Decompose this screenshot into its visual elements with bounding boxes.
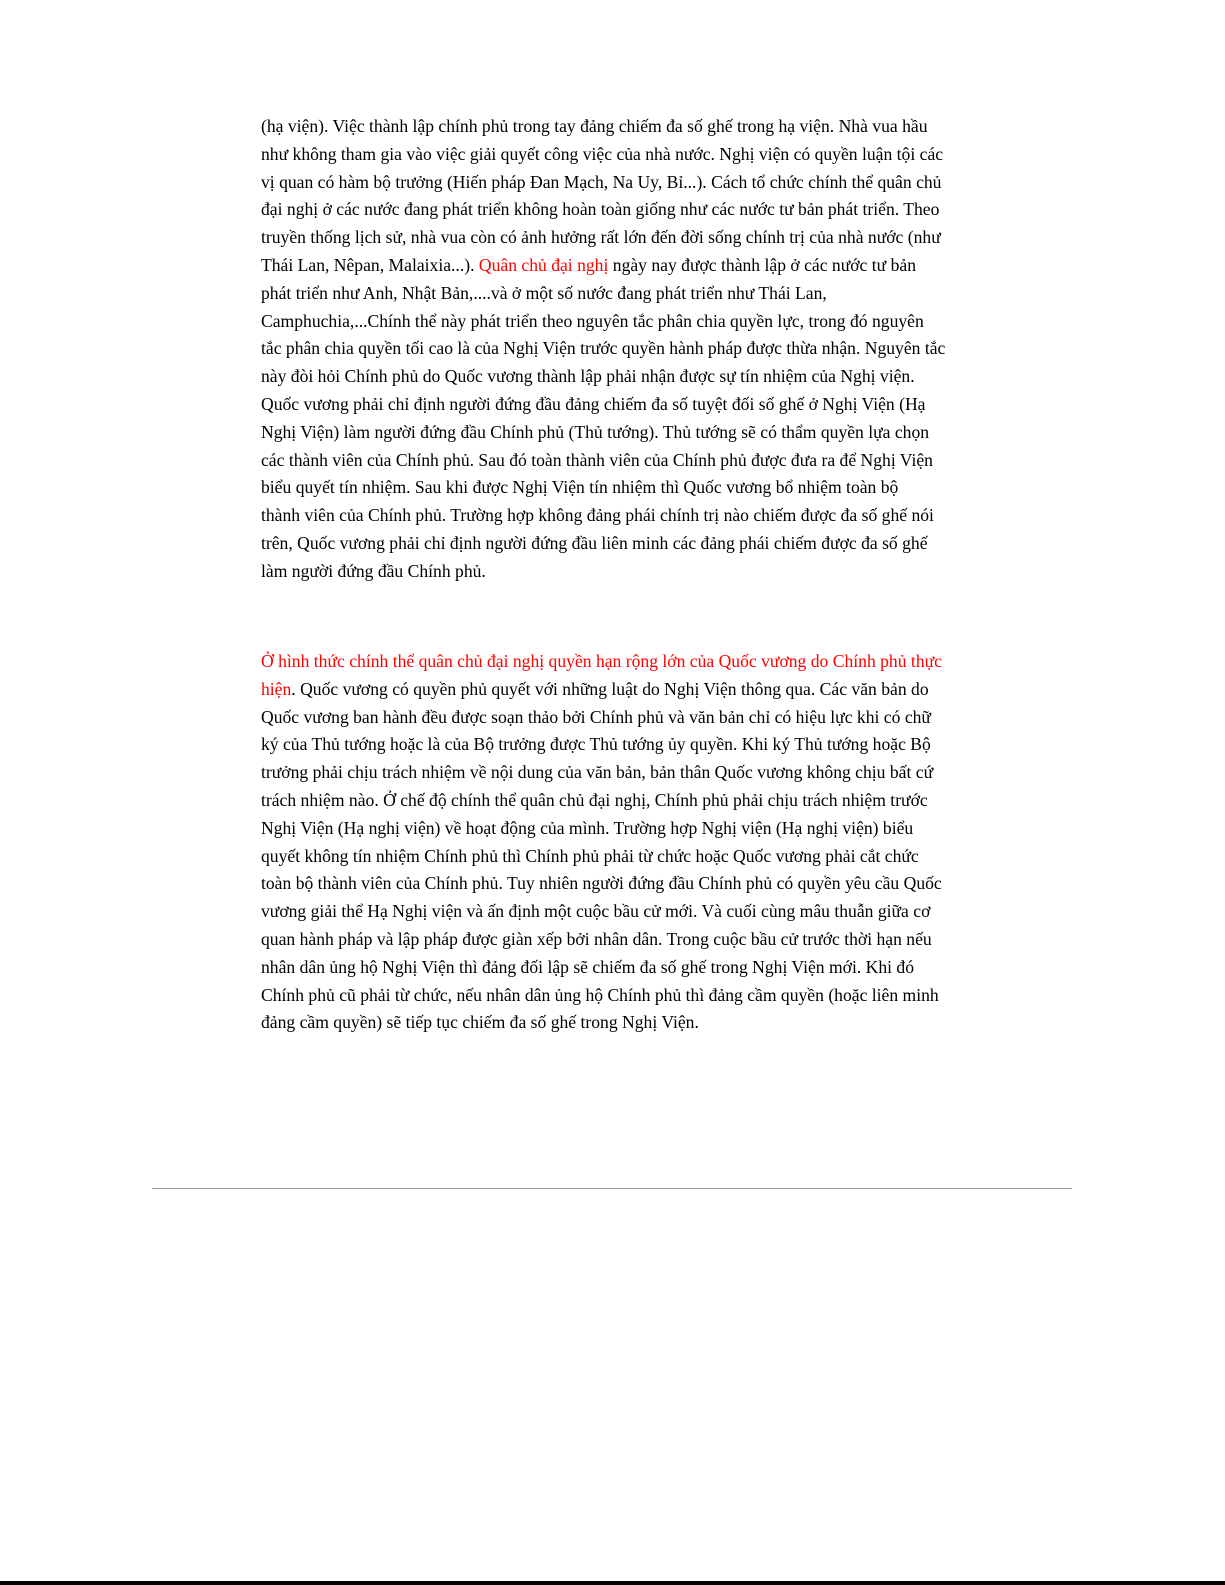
text-line: đảng cầm quyền) sẽ tiếp tục chiếm đa số ghế trong Nghị Viện. <box>261 1012 699 1033</box>
highlight-text: Quân chủ đại nghị <box>478 254 609 275</box>
text-line: làm người đứng đầu Chính phủ. <box>261 560 486 581</box>
text-line: như không tham gia vào việc giải quyết công việc của nhà nước. Nghị viện có quyền luận tội các <box>261 143 944 164</box>
text-line: phát triển như Anh, Nhật Bản,....và ở một số nước đang phát triển như Thái Lan, <box>261 282 827 303</box>
text-segment: ngày nay được thành lập ở các nước tư bản <box>608 254 916 275</box>
paragraph-2 <box>261 648 961 1037</box>
text-line <box>261 252 961 280</box>
highlight-text: hiện <box>261 678 292 699</box>
text-line: trách nhiệm nào. Ở chế độ chính thể quân chủ đại nghị, Chính phủ phải chịu trách nhiệm trước <box>261 789 928 810</box>
text-line: Camphuchia,...Chính thể này phát triển theo nguyên tắc phân chia quyền lực, trong đó nguyên <box>261 310 924 331</box>
text-line: thành viên của Chính phủ. Trường hợp không đảng phái chính trị nào chiếm được đa số ghế nói <box>261 505 934 526</box>
text-line: Nghị Viện) làm người đứng đầu Chính phủ (Thủ tướng). Thủ tướng sẽ có thẩm quyền lựa chọn <box>261 421 930 442</box>
paragraph-1 <box>261 113 961 586</box>
text-line: Quốc vương phải chỉ định người đứng đầu đảng chiếm đa số tuyệt đối số ghế ở Nghị Viện (Hạ <box>261 393 926 414</box>
text-line: biểu quyết tín nhiệm. Sau khi được Nghị Viện tín nhiệm thì Quốc vương bổ nhiệm toàn bộ <box>261 477 899 498</box>
page-divider <box>152 1188 1072 1189</box>
text-line: toàn bộ thành viên của Chính phủ. Tuy nhiên người đứng đầu Chính phủ có quyền yêu cầu Quốc <box>261 873 942 894</box>
text-line: các thành viên của Chính phủ. Sau đó toàn thành viên của Chính phủ được đưa ra để Nghị Viện <box>261 449 933 470</box>
text-line: quan hành pháp và lập pháp được giàn xếp bởi nhân dân. Trong cuộc bầu cử trước thời hạn nếu <box>261 928 932 949</box>
text-line: Nghị Viện (Hạ nghị viện) về hoạt động của mình. Trường hợp Nghị viện (Hạ nghị viện) biểu <box>261 817 914 838</box>
text-line: đại nghị ở các nước đang phát triển không hoàn toàn giống như các nước tư bản phát triển. Theo <box>261 199 940 220</box>
text-line: quyết không tín nhiệm Chính phủ thì Chính phủ phải từ chức hoặc Quốc vương phải cắt chức <box>261 845 919 866</box>
text-line: Chính phủ cũ phải từ chức, nếu nhân dân ủng hộ Chính phủ thì đảng cầm quyền (hoặc liên minh <box>261 984 939 1005</box>
highlight-text: Ở hình thức chính thể quân chủ đại nghị quyền hạn rộng lớn của Quốc vương do Chính phủ thực <box>261 651 942 671</box>
text-segment: . Quốc vương có quyền phủ quyết với những luật do Nghị Viện thông qua. Các văn bản do <box>291 678 929 699</box>
text-line: nhân dân ủng hộ Nghị Viện thì đảng đối lập sẽ chiếm đa số ghế trong Nghị Viện mới. Khi đó <box>261 956 915 977</box>
text-line: trưởng phải chịu trách nhiệm về nội dung của văn bản, bản thân Quốc vương không chịu bất cứ <box>261 762 934 783</box>
text-line: ký của Thủ tướng hoặc là của Bộ trưởng được Thủ tướng ủy quyền. Khi ký Thủ tướng hoặc Bộ <box>261 734 931 755</box>
text-line: (hạ viện). Việc thành lập chính phủ trong tay đảng chiếm đa số ghế trong hạ viện. Nhà vua hầu <box>261 116 928 136</box>
page-bottom-border <box>0 1581 1225 1585</box>
text-line: này đòi hỏi Chính phủ do Quốc vương thành lập phải nhận được sự tín nhiệm của Nghị viện. <box>261 366 915 387</box>
text-segment: Thái Lan, Nêpan, Malaixia...). <box>261 254 479 275</box>
text-line: vương giải thể Hạ Nghị viện và ấn định một cuộc bầu cử mới. Và cuối cùng mâu thuẫn giữa cơ <box>261 901 931 922</box>
text-line: tắc phân chia quyền tối cao là của Nghị Viện trước quyền hành pháp được thừa nhận. Nguyên tắc <box>261 338 946 359</box>
text-line: vị quan có hàm bộ trưởng (Hiến pháp Đan Mạch, Na Uy, Bỉ...). Cách tổ chức chính thể quân chủ <box>261 171 942 192</box>
text-line <box>261 676 961 704</box>
text-line: Quốc vương ban hành đều được soạn thảo bởi Chính phủ và văn bản chỉ có hiệu lực khi có chữ <box>261 706 931 727</box>
text-line: truyền thống lịch sử, nhà vua còn có ảnh hưởng rất lớn đến đời sống chính trị của nhà nước (như <box>261 227 941 248</box>
text-line: trên, Quốc vương phải chỉ định người đứng đầu liên minh các đảng phái chiếm được đa số ghế <box>261 532 928 553</box>
